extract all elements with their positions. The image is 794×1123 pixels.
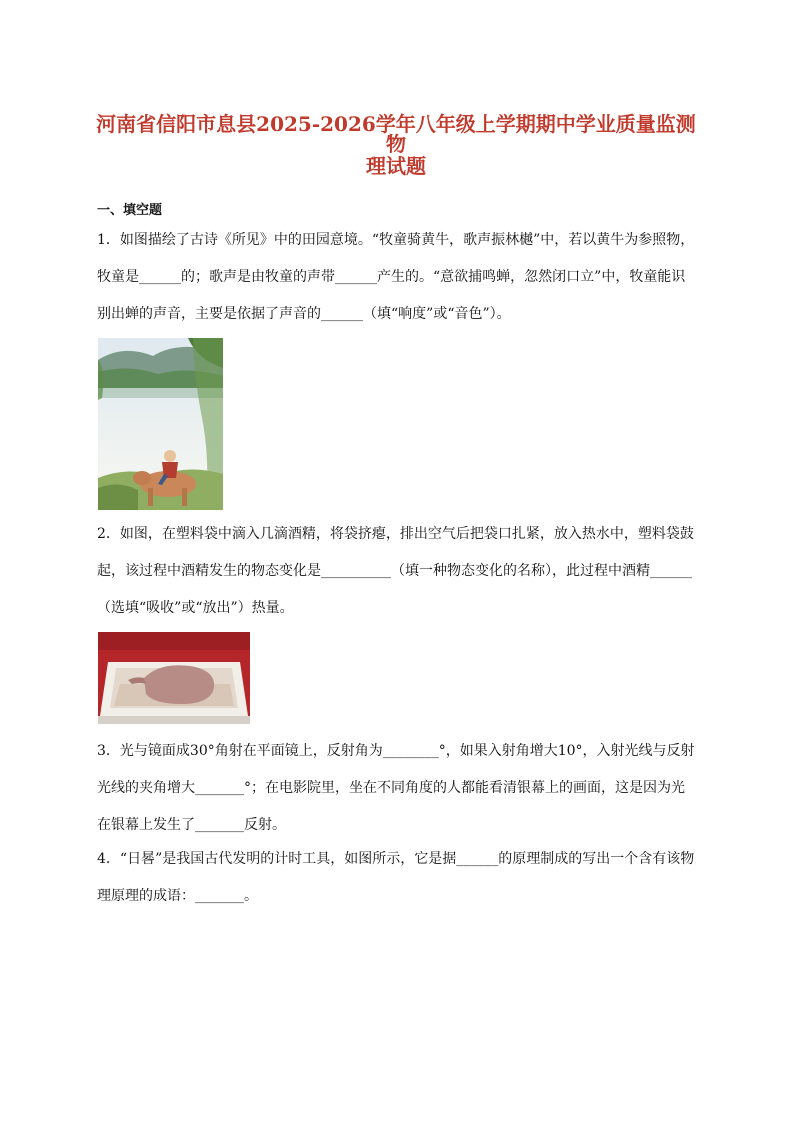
- cowherd-illustration: [98, 338, 223, 510]
- question-4: 4．“日晷”是我国古代发明的计时工具，如图所示，它是据______的原理制成的写出一个含有该物理原理的成语：_______。: [97, 851, 695, 904]
- section-heading: 一、填空题: [97, 203, 163, 218]
- plastic-bag-photo: [98, 632, 250, 724]
- document-title-line1: 河南省信阳市息县2025-2026学年八年级上学期期中学业质量监测物: [96, 112, 696, 156]
- document-title-line2: 理试题: [366, 154, 426, 178]
- question-3: 3．光与镜面成30°角射在平面镜上，反射角为________°，如果入射角增大10°，入射光线与反射光线的夹角增大_______°；在电影院里，坐在不同角度的人都能看清银幕上的画面，这是因为光在银幕上发生了_______反射。: [97, 743, 695, 833]
- question-1: 1．如图描绘了古诗《所见》中的田园意境。“牧童骑黄牛，歌声振林樾”中，若以黄牛为参照物，牧童是______的；歌声是由牧童的声带______产生的。“意欲捕鸣蝉，忽然闭口立”中，牧童能识别出蝉的声音，主要是依据了声音的______（填“响度”或“音色”）。: [97, 232, 695, 322]
- question-2: 2．如图，在塑料袋中滴入几滴酒精，将袋挤瘪，排出空气后把袋口扎紧，放入热水中，塑料袋鼓起，该过程中酒精发生的物态变化是__________（填一种物态变化的名称），此过程中酒精______（选填“吸收”或“放出”）热量。: [97, 526, 694, 616]
